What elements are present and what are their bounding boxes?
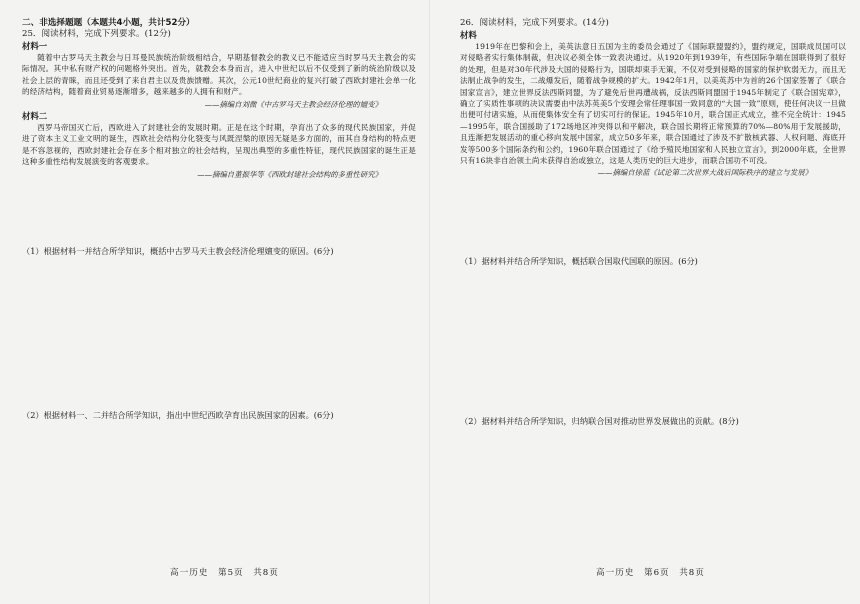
material-text: 1919年在巴黎和会上，美英法意日五国为主的委员会通过了《国际联盟盟约》，盟约规定，国联成员国可以对侵略者实行集体制裁，但决议必须全体一致表决通过。从1920年到1939年，有些国际争端在国联得到了很好的处理，但是对30年代涉及大国的侵略行为，国联却束手无策，不仅对受到侵略的国家的保护软弱无力，而且无法制止战争的发生，二战爆发后，随着战争规模的扩大。1942年1月，以美英苏中为首的26个国家签署了《联合国家宣言》，建立世界反法西斯同盟，为了避免后世再遭战祸，反法西斯同盟国于1945年制定了《联合国宪章》，确立了实质性事项的决议需要由中法苏英美5个安理会常任理事国一致同意的“大国一致”原则，使任何决议一旦做出便可付诸实施，从而使集体安全有了切实可行的保证。1945年10月，联合国正式成立，推不完全统计：1945—1995年，联合国援助了172场地区冲突得以和平解决，联合国长期将正常预算的70%—80%用于发展援助，且连渐把发展活动的重心移向发展中国家，成立50多年来，联合国通过了涉及不扩散核武器、人权问题、海底开发等500多个国际条约和公约，1960年联合国通过了《给予殖民地国家和人民独立宣言》，到2000年底，全世界只有16块非自治领土尚未获得自治或独立，这是人类历史的巨大进步，而联合国功不可没。: [460, 42, 846, 166]
page-footer-right: 高一历史 第6页 共8页: [596, 568, 705, 578]
question-26-heading: 26．阅读材料，完成下列要求。(14分): [460, 18, 609, 28]
question-25-heading: 25．阅读材料，完成下列要求。(12分): [22, 29, 171, 39]
material-1-citation: ——摘编自刘微《中古罗马天主教会经济伦理的嬗变》: [204, 99, 382, 109]
material-label: 材料: [460, 30, 477, 40]
question-26-1: （1）据材料并结合所学知识，概括联合国取代国联的原因。(6分): [460, 256, 698, 266]
material-2-citation: ——摘编自董振华等《西欧封建社会结构的多重性研究》: [197, 169, 382, 179]
question-25-1: （1）根据材料一并结合所学知识，概括中古罗马天主教会经济伦理嬗变的原因。(6分): [22, 246, 334, 256]
right-page: [430, 0, 860, 604]
question-26-2: （2）据材料并结合所学知识，归纳联合国对推动世界发展做出的贡献。(8分): [460, 416, 739, 426]
material-2-label: 材料二: [22, 111, 48, 122]
page-footer-left: 高一历史 第5页 共8页: [170, 568, 279, 578]
section-title: 二、非选择题题（本题共4小题，共计52分）: [22, 18, 195, 28]
question-25-2: （2）根据材料一、二并结合所学知识，指出中世纪西欧孕育出民族国家的因素。(6分): [22, 410, 334, 420]
material-1-label: 材料一: [22, 41, 48, 51]
material-2-text: 西罗马帝国灭亡后，西欧进入了封建社会的发展时期。正是在这个时期，孕育出了众多的现代民族国家，并促进了资本主义工业文明的诞生，西欧社会结构分化裂变与风既涅槃的原因无疑是多方面的，而其自身结构的特点更是不容忽视的，西欧封建社会存在多个相对独立的社会结构，呈现出典型的多重性特征，现代民族国家的诞生正是这种多重性结构发展演变的客观要求。: [22, 123, 416, 167]
material-citation: ——摘编自徐蓝《试论第二次世界大战后国际秩序的建立与发展》: [597, 168, 812, 178]
material-1-text: 随着中古罗马天主教会与日耳曼民族统治阶级相结合，早期基督教会的教义已不能适应当时罗马天主教会的实际情况。其中私有财产权的问题格外突出。首先，就教会本身而言，进入中世纪以后不仅受到了新的统治阶级以及社会上层的青睐，而且还受到了来自君主以及贵族馈赠。其次，公元10世纪商业的复兴打破了西欧封建社会单一化的经济结构，随着商业贸易逐渐增多，越来越多的人拥有和财产。: [22, 53, 416, 97]
